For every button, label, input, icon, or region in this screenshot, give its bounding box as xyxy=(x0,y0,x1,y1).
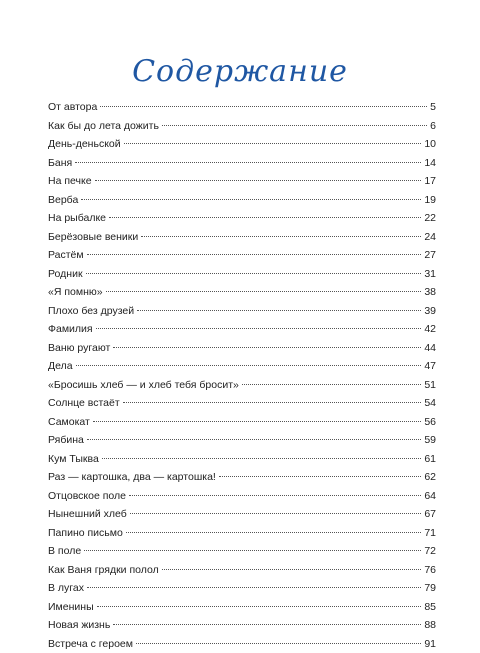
toc-entry-title: Как бы до лета дожить xyxy=(48,117,159,136)
toc-entry-page-number: 27 xyxy=(424,246,436,265)
toc-entry-title: «Бросишь хлеб — и хлеб тебя бросит» xyxy=(48,376,239,395)
page-title: Содержание xyxy=(0,52,480,92)
dot-leader xyxy=(96,328,422,329)
toc-entry-title: На печке xyxy=(48,172,92,191)
toc-entry xyxy=(48,191,436,210)
toc-entry-page-number: 47 xyxy=(424,357,436,376)
toc-entry-title: В поле xyxy=(48,542,81,561)
toc-entry-title: Берёзовые веники xyxy=(48,228,138,247)
toc-entry-page-number: 59 xyxy=(424,431,436,450)
toc-entry-page-number: 31 xyxy=(424,265,436,284)
toc-entry xyxy=(48,561,436,580)
toc-entry-page-number: 51 xyxy=(424,376,436,395)
toc-entry-title: На рыбалке xyxy=(48,209,106,228)
dot-leader xyxy=(162,125,427,126)
dot-leader xyxy=(124,143,422,144)
toc-entry xyxy=(48,246,436,265)
toc-entry-title: Растём xyxy=(48,246,84,265)
toc-entry-page-number: 22 xyxy=(424,209,436,228)
dot-leader xyxy=(84,550,421,551)
dot-leader xyxy=(162,569,422,570)
toc-entry-page-number: 56 xyxy=(424,413,436,432)
toc-entry-title: Как Ваня грядки полол xyxy=(48,561,159,580)
toc-entry-page-number: 64 xyxy=(424,487,436,506)
toc-entry xyxy=(48,542,436,561)
toc-entry-page-number: 79 xyxy=(424,579,436,598)
toc-entry xyxy=(48,598,436,617)
toc-entry-page-number: 54 xyxy=(424,394,436,413)
dot-leader xyxy=(136,643,421,644)
toc-entry xyxy=(48,487,436,506)
dot-leader xyxy=(106,291,422,292)
toc-entry-title: Ваню ругают xyxy=(48,339,110,358)
toc-entry-title: Кум Тыква xyxy=(48,450,99,469)
toc-entry-page-number: 5 xyxy=(430,98,436,117)
toc-entry-page-number: 14 xyxy=(424,154,436,173)
toc-entry xyxy=(48,117,436,136)
toc-entry xyxy=(48,616,436,635)
toc-entry-title: От автора xyxy=(48,98,97,117)
toc-entry xyxy=(48,394,436,413)
toc-entry xyxy=(48,228,436,247)
toc-entry-page-number: 62 xyxy=(424,468,436,487)
toc-entry-page-number: 71 xyxy=(424,524,436,543)
dot-leader xyxy=(87,587,421,588)
toc-entry-page-number: 19 xyxy=(424,191,436,210)
toc-entry xyxy=(48,357,436,376)
dot-leader xyxy=(219,476,421,477)
toc-entry-title: В лугах xyxy=(48,579,84,598)
toc-entry-title: Раз — картошка, два — картошка! xyxy=(48,468,216,487)
toc-entry xyxy=(48,135,436,154)
dot-leader xyxy=(129,495,421,496)
toc-entry-title: Самокат xyxy=(48,413,90,432)
dot-leader xyxy=(102,458,422,459)
dot-leader xyxy=(95,180,422,181)
toc-entry-title: Папино письмо xyxy=(48,524,123,543)
toc-entry-page-number: 39 xyxy=(424,302,436,321)
dot-leader xyxy=(123,402,422,403)
toc-entry-page-number: 61 xyxy=(424,450,436,469)
toc-entry-title: Встреча с героем xyxy=(48,635,133,653)
toc-entry-title: Новая жизнь xyxy=(48,616,110,635)
toc-entry xyxy=(48,320,436,339)
toc-entry-title: Солнце встаёт xyxy=(48,394,120,413)
toc-entry xyxy=(48,339,436,358)
toc-entry xyxy=(48,524,436,543)
toc-entry xyxy=(48,265,436,284)
toc-entry-page-number: 17 xyxy=(424,172,436,191)
toc-entry xyxy=(48,431,436,450)
toc-entry-page-number: 44 xyxy=(424,339,436,358)
dot-leader xyxy=(93,421,421,422)
dot-leader xyxy=(141,236,421,237)
toc-entry-title: Отцовское поле xyxy=(48,487,126,506)
toc-entry-title: Рябина xyxy=(48,431,84,450)
dot-leader xyxy=(126,532,421,533)
dot-leader xyxy=(86,273,422,274)
dot-leader xyxy=(97,606,422,607)
toc-entry-page-number: 85 xyxy=(424,598,436,617)
table-of-contents xyxy=(48,98,436,653)
toc-entry xyxy=(48,468,436,487)
dot-leader xyxy=(130,513,422,514)
dot-leader xyxy=(87,439,421,440)
dot-leader xyxy=(76,365,422,366)
dot-leader xyxy=(75,162,421,163)
toc-entry-title: День-деньской xyxy=(48,135,121,154)
dot-leader xyxy=(113,624,421,625)
toc-entry-page-number: 42 xyxy=(424,320,436,339)
toc-entry-title: Плохо без друзей xyxy=(48,302,134,321)
toc-entry-title: Родник xyxy=(48,265,83,284)
toc-entry-title: Баня xyxy=(48,154,72,173)
toc-entry xyxy=(48,283,436,302)
toc-entry-title: Фамилия xyxy=(48,320,93,339)
toc-entry xyxy=(48,98,436,117)
toc-entry xyxy=(48,302,436,321)
toc-entry-title: Нынешний хлеб xyxy=(48,505,127,524)
dot-leader xyxy=(81,199,421,200)
toc-entry-page-number: 72 xyxy=(424,542,436,561)
toc-entry-page-number: 76 xyxy=(424,561,436,580)
dot-leader xyxy=(137,310,421,311)
toc-entry xyxy=(48,172,436,191)
toc-entry xyxy=(48,579,436,598)
toc-entry xyxy=(48,635,436,653)
toc-entry xyxy=(48,413,436,432)
toc-entry-page-number: 88 xyxy=(424,616,436,635)
toc-entry-page-number: 38 xyxy=(424,283,436,302)
toc-entry-title: Верба xyxy=(48,191,78,210)
toc-entry-page-number: 91 xyxy=(424,635,436,653)
toc-entry-page-number: 67 xyxy=(424,505,436,524)
dot-leader xyxy=(109,217,421,218)
toc-entry-page-number: 6 xyxy=(430,117,436,136)
dot-leader xyxy=(87,254,422,255)
dot-leader xyxy=(100,106,427,107)
toc-entry-page-number: 24 xyxy=(424,228,436,247)
toc-entry xyxy=(48,209,436,228)
toc-entry xyxy=(48,450,436,469)
toc-entry-title: Дела xyxy=(48,357,73,376)
toc-entry-title: «Я помню» xyxy=(48,283,103,302)
toc-entry xyxy=(48,154,436,173)
dot-leader xyxy=(113,347,421,348)
dot-leader xyxy=(242,384,421,385)
toc-entry xyxy=(48,376,436,395)
toc-entry-title: Именины xyxy=(48,598,94,617)
toc-entry-page-number: 10 xyxy=(424,135,436,154)
toc-entry xyxy=(48,505,436,524)
